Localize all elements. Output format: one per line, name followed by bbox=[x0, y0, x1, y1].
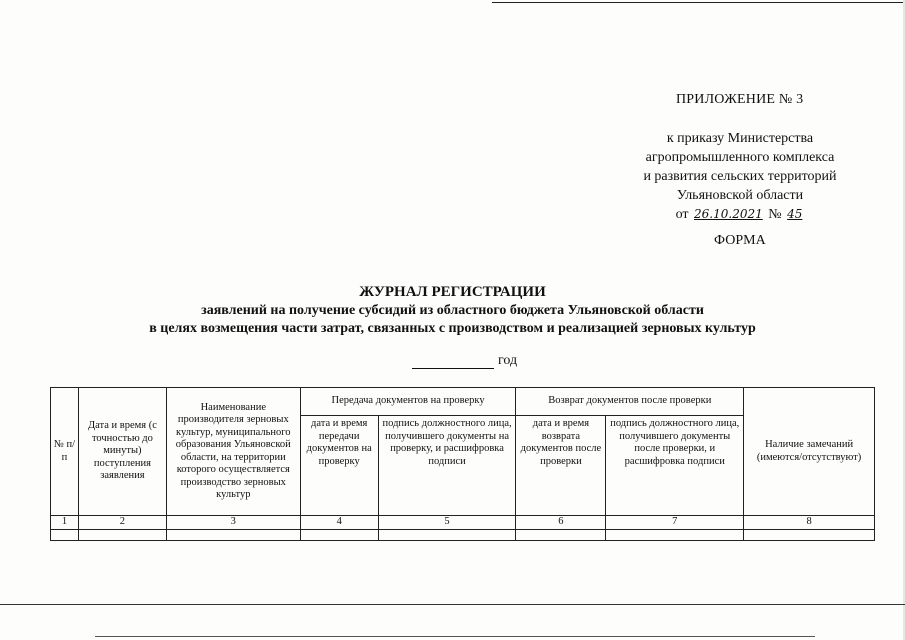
table-cell bbox=[606, 529, 744, 540]
column-number: 4 bbox=[300, 516, 378, 530]
header-producer-name: Наименование производителя зерновых культур, муниципального образования Ульяновской области, на территории которого осуществляется производство зерновых культур bbox=[166, 388, 300, 516]
order-line: агропромышленного комплекса bbox=[645, 150, 835, 165]
journal-subtitle: заявлений на получение субсидий из областного бюджета Ульяновской области bbox=[201, 303, 704, 318]
empty-table-row bbox=[51, 529, 875, 540]
form-label: ФОРМА bbox=[714, 233, 766, 248]
registration-table bbox=[50, 387, 875, 541]
column-number: 7 bbox=[606, 516, 744, 530]
header-date-received: Дата и время (с точностью до минуты) поступления заявления bbox=[78, 388, 166, 516]
column-number: 2 bbox=[78, 516, 166, 530]
table-cell bbox=[378, 529, 516, 540]
column-number: 6 bbox=[516, 516, 606, 530]
column-number: 3 bbox=[166, 516, 300, 530]
year-field bbox=[412, 353, 517, 369]
column-number: 8 bbox=[744, 516, 875, 530]
order-line: Ульяновской области bbox=[676, 188, 804, 203]
scan-edge-line bbox=[0, 604, 905, 605]
header-return-signature: подпись должностного лица, получившего документы после проверки, и расшифровка подписи bbox=[606, 416, 744, 516]
header-transfer-group: Передача документов на проверку bbox=[300, 388, 516, 416]
table-cell bbox=[166, 529, 300, 540]
year-blank-line bbox=[412, 354, 494, 369]
handwritten-number: 45 bbox=[787, 207, 803, 221]
table-cell bbox=[744, 529, 875, 540]
handwritten-date: 26.10.2021 bbox=[694, 207, 763, 221]
order-reference bbox=[630, 129, 850, 224]
table-cell bbox=[51, 529, 79, 540]
order-line: к приказу Министерства bbox=[666, 131, 814, 146]
year-label: год bbox=[498, 353, 518, 368]
order-date-number bbox=[630, 205, 850, 224]
header-return-group: Возврат документов после проверки bbox=[516, 388, 744, 416]
table-cell bbox=[516, 529, 606, 540]
table-cell bbox=[78, 529, 166, 540]
table-cell bbox=[300, 529, 378, 540]
appendix-label: ПРИЛОЖЕНИЕ № 3 bbox=[676, 92, 804, 107]
column-number: 5 bbox=[378, 516, 516, 530]
header-transfer-signature: подпись должностного лица, получившего документы на проверку, и расшифровка подписи bbox=[378, 416, 516, 516]
header-return-date: дата и время возврата документов после проверки bbox=[516, 416, 606, 516]
column-number: 1 bbox=[51, 516, 79, 530]
date-prefix: от bbox=[675, 207, 689, 222]
scan-edge-line bbox=[492, 2, 905, 3]
header-number: № п/п bbox=[51, 388, 79, 516]
header-transfer-date: дата и время передачи документов на проверку bbox=[300, 416, 378, 516]
number-prefix: № bbox=[768, 207, 782, 222]
column-number-row bbox=[51, 516, 875, 530]
journal-title: ЖУРНАЛ РЕГИСТРАЦИИ bbox=[359, 284, 546, 300]
journal-subtitle-2: в целях возмещения части затрат, связанных с производством и реализацией зерновых культур bbox=[149, 321, 756, 336]
header-remarks: Наличие замечаний (имеются/отсутствуют) bbox=[744, 388, 875, 516]
scan-edge-line bbox=[95, 636, 815, 637]
order-line: и развития сельских территорий bbox=[643, 169, 837, 184]
